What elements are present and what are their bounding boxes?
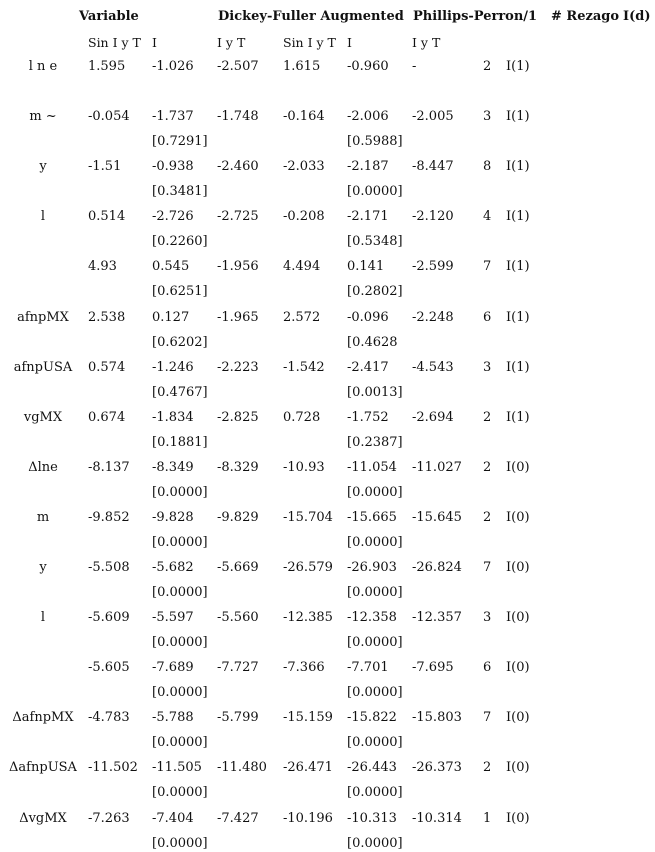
row-variable-label: afnpUSA	[13, 360, 73, 375]
table-cell-value: 2.572	[283, 310, 321, 325]
table-cell-value: 0.728	[283, 410, 321, 425]
table-cell-prob: [0.0000]	[347, 685, 403, 700]
table-cell-prob: [0.1881]	[152, 435, 208, 450]
table-cell-lag: 3	[483, 610, 492, 625]
table-cell-value: -0.938	[152, 159, 194, 174]
table-cell-value: -10.314	[412, 811, 462, 826]
table-cell-lag: 2	[483, 760, 492, 775]
table-cell-value: -15.645	[412, 510, 462, 525]
table-cell-value: -12.357	[412, 610, 462, 625]
table-cell-value: -15.159	[283, 710, 333, 725]
table-cell-lag: 3	[483, 109, 492, 124]
table-cell-prob: [0.0000]	[152, 785, 208, 800]
table-cell-value: -11.502	[88, 760, 138, 775]
table-cell-prob: [0.0000]	[347, 535, 403, 550]
table-cell-lag: 4	[483, 209, 492, 224]
table-cell-order: I(0)	[506, 560, 530, 575]
table-cell-value: -0.960	[347, 59, 389, 74]
table-cell-value: 0.574	[88, 360, 126, 375]
table-cell-prob: [0.5348]	[347, 234, 403, 249]
table-cell-order: I(0)	[506, 510, 530, 525]
table-cell-prob: [0.0000]	[347, 735, 403, 750]
table-cell-lag: 7	[483, 560, 492, 575]
table-cell-prob: [0.0000]	[152, 735, 208, 750]
table-cell-value: -7.366	[283, 660, 325, 675]
table-cell-prob: [0.6251]	[152, 284, 208, 299]
row-variable-label: m ~	[29, 109, 57, 124]
table-cell-lag: 2	[483, 510, 492, 525]
table-cell-value: -1.737	[152, 109, 194, 124]
table-cell-lag: 2	[483, 410, 492, 425]
table-cell-value: -8.137	[88, 460, 130, 475]
table-cell-order: I(1)	[506, 109, 530, 124]
table-cell-value: -15.704	[283, 510, 333, 525]
table-cell-prob: [0.6202]	[152, 335, 208, 350]
table-cell-value: -7.689	[152, 660, 194, 675]
table-cell-value: -26.903	[347, 560, 397, 575]
row-variable-label: Δlne	[28, 460, 58, 475]
table-cell-prob: [0.4628	[347, 335, 398, 350]
table-cell-prob: [0.0000]	[347, 836, 403, 851]
table-cell-prob: [0.7291]	[152, 134, 208, 149]
table-cell-value: -2.223	[217, 360, 259, 375]
table-cell-value: 4.93	[88, 259, 117, 274]
table-cell-value: -11.505	[152, 760, 202, 775]
table-cell-value: -9.829	[217, 510, 259, 525]
table-cell-value: -5.560	[217, 610, 259, 625]
table-cell-value: -15.822	[347, 710, 397, 725]
table-cell-prob: [0.0000]	[152, 685, 208, 700]
subheader-cell: I y T	[412, 35, 441, 50]
table-cell-prob: [0.2802]	[347, 284, 403, 299]
table-cell-prob: [0.0000]	[347, 585, 403, 600]
table-cell-value: -5.609	[88, 610, 130, 625]
table-cell-value: -4.543	[412, 360, 454, 375]
table-cell-value: -5.605	[88, 660, 130, 675]
table-cell-value: 0.674	[88, 410, 126, 425]
table-cell-value: 1.615	[283, 59, 321, 74]
table-cell-lag: 7	[483, 259, 492, 274]
table-cell-prob: [0.0000]	[152, 535, 208, 550]
table-cell-value: -10.313	[347, 811, 397, 826]
table-cell-order: I(1)	[506, 209, 530, 224]
table-cell-prob: [0.3481]	[152, 184, 208, 199]
table-cell-lag: 2	[483, 460, 492, 475]
table-cell-value: -1.956	[217, 259, 259, 274]
table-cell-value: -2.417	[347, 360, 389, 375]
table-cell-value: -2.005	[412, 109, 454, 124]
table-cell-value: -26.824	[412, 560, 462, 575]
table-cell-value: -9.852	[88, 510, 130, 525]
table-cell-prob: [0.0000]	[347, 184, 403, 199]
table-cell-prob: [0.4767]	[152, 385, 208, 400]
table-cell-value: -0.096	[347, 310, 389, 325]
row-variable-label: afnpMX	[17, 310, 69, 325]
table-cell-value: -26.373	[412, 760, 462, 775]
table-cell-order: I(0)	[506, 610, 530, 625]
table-cell-value: -5.597	[152, 610, 194, 625]
header-variable: Variable	[79, 9, 139, 24]
table-cell-prob: [0.2387]	[347, 435, 403, 450]
table-cell-value: -2.725	[217, 209, 259, 224]
row-variable-label: vgMX	[23, 410, 63, 425]
table-cell-value: 0.141	[347, 259, 385, 274]
row-variable-label: l	[40, 209, 46, 224]
table-cell-value: -2.120	[412, 209, 454, 224]
table-cell-value: -7.404	[152, 811, 194, 826]
table-cell-lag: 7	[483, 710, 492, 725]
table-cell-value: 0.545	[152, 259, 190, 274]
subheader-cell: I	[347, 35, 352, 50]
table-cell-value: -1.542	[283, 360, 325, 375]
table-cell-value: -7.263	[88, 811, 130, 826]
table-cell-value: -	[412, 59, 417, 74]
subheader-cell: Sin I y T	[88, 35, 141, 50]
table-cell-value: -1.834	[152, 410, 194, 425]
table-cell-prob: [0.0000]	[347, 485, 403, 500]
table-cell-value: -2.460	[217, 159, 259, 174]
table-cell-lag: 1	[483, 811, 492, 826]
table-cell-prob: [0.0000]	[152, 635, 208, 650]
table-cell-value: -7.701	[347, 660, 389, 675]
table-cell-value: -8.349	[152, 460, 194, 475]
table-cell-value: -5.788	[152, 710, 194, 725]
row-variable-label: ΔvgMX	[19, 811, 67, 826]
table-cell-prob: [0.2260]	[152, 234, 208, 249]
table-cell-value: -2.507	[217, 59, 259, 74]
table-cell-lag: 8	[483, 159, 492, 174]
table-cell-lag: 2	[483, 59, 492, 74]
table-cell-value: -1.246	[152, 360, 194, 375]
table-cell-value: -1.748	[217, 109, 259, 124]
table-cell-value: -12.358	[347, 610, 397, 625]
table-cell-order: I(0)	[506, 710, 530, 725]
table-cell-value: -2.825	[217, 410, 259, 425]
subheader-cell: Sin I y T	[283, 35, 336, 50]
table-cell-value: -2.694	[412, 410, 454, 425]
table-cell-value: -2.726	[152, 209, 194, 224]
table-cell-value: -10.93	[283, 460, 325, 475]
subheader-cell: I y T	[217, 35, 246, 50]
table-cell-value: 1.595	[88, 59, 126, 74]
table-cell-prob: [0.0013]	[347, 385, 403, 400]
row-variable-label: ΔafnpUSA	[9, 760, 77, 775]
table-cell-value: -8.447	[412, 159, 454, 174]
table-cell-value: -2.599	[412, 259, 454, 274]
table-cell-prob: [0.0000]	[152, 585, 208, 600]
table-cell-value: -11.027	[412, 460, 462, 475]
table-cell-prob: [0.0000]	[347, 785, 403, 800]
table-cell-order: I(0)	[506, 811, 530, 826]
subheader-cell: I	[152, 35, 157, 50]
table-cell-value: -5.508	[88, 560, 130, 575]
header-adf: Dickey-Fuller Augmented	[218, 9, 404, 24]
table-cell-value: -0.054	[88, 109, 130, 124]
table-cell-value: -2.248	[412, 310, 454, 325]
table-cell-lag: 6	[483, 660, 492, 675]
row-variable-label: y	[39, 560, 47, 575]
table-cell-value: -15.803	[412, 710, 462, 725]
row-variable-label: l n e	[28, 59, 58, 74]
table-cell-value: -2.006	[347, 109, 389, 124]
table-cell-value: -26.579	[283, 560, 333, 575]
table-cell-value: -1.51	[88, 159, 122, 174]
table-cell-order: I(1)	[506, 360, 530, 375]
table-cell-value: -2.171	[347, 209, 389, 224]
table-cell-value: -2.033	[283, 159, 325, 174]
table-cell-order: I(1)	[506, 159, 530, 174]
table-cell-value: -2.187	[347, 159, 389, 174]
table-cell-value: -4.783	[88, 710, 130, 725]
table-cell-value: -12.385	[283, 610, 333, 625]
row-variable-label: m	[36, 510, 50, 525]
table-cell-value: -7.427	[217, 811, 259, 826]
table-cell-value: -11.054	[347, 460, 397, 475]
table-cell-value: -5.669	[217, 560, 259, 575]
table-cell-value: 0.127	[152, 310, 190, 325]
table-cell-value: -5.682	[152, 560, 194, 575]
table-cell-prob: [0.0000]	[347, 635, 403, 650]
table-cell-value: -15.665	[347, 510, 397, 525]
table-cell-value: -8.329	[217, 460, 259, 475]
table-cell-value: -7.695	[412, 660, 454, 675]
table-cell-value: -0.208	[283, 209, 325, 224]
header-lag: # Rezago	[551, 9, 620, 24]
table-cell-order: I(1)	[506, 259, 530, 274]
table-cell-value: 0.514	[88, 209, 126, 224]
table-cell-value: 4.494	[283, 259, 321, 274]
table-cell-lag: 6	[483, 310, 492, 325]
table-cell-order: I(0)	[506, 660, 530, 675]
table-cell-value: -26.471	[283, 760, 333, 775]
table-cell-order: I(1)	[506, 310, 530, 325]
table-cell-lag: 3	[483, 360, 492, 375]
table-cell-value: -1.026	[152, 59, 194, 74]
row-variable-label: ΔafnpMX	[12, 710, 74, 725]
table-cell-order: I(1)	[506, 59, 530, 74]
header-pp: Phillips-Perron/1	[413, 9, 538, 24]
table-cell-value: -0.164	[283, 109, 325, 124]
header-order: I(d)	[623, 9, 651, 24]
table-cell-order: I(0)	[506, 460, 530, 475]
table-cell-prob: [0.0000]	[152, 836, 208, 851]
table-cell-value: -9.828	[152, 510, 194, 525]
table-cell-value: -26.443	[347, 760, 397, 775]
row-variable-label: y	[39, 159, 47, 174]
table-cell-value: -5.799	[217, 710, 259, 725]
table-cell-value: 2.538	[88, 310, 126, 325]
table-cell-order: I(1)	[506, 410, 530, 425]
table-cell-prob: [0.0000]	[152, 485, 208, 500]
table-cell-value: -1.752	[347, 410, 389, 425]
table-cell-order: I(0)	[506, 760, 530, 775]
table-cell-value: -10.196	[283, 811, 333, 826]
table-cell-value: -7.727	[217, 660, 259, 675]
table-cell-value: -1.965	[217, 310, 259, 325]
table-cell-prob: [0.5988]	[347, 134, 403, 149]
row-variable-label: l	[40, 610, 46, 625]
table-cell-value: -11.480	[217, 760, 267, 775]
